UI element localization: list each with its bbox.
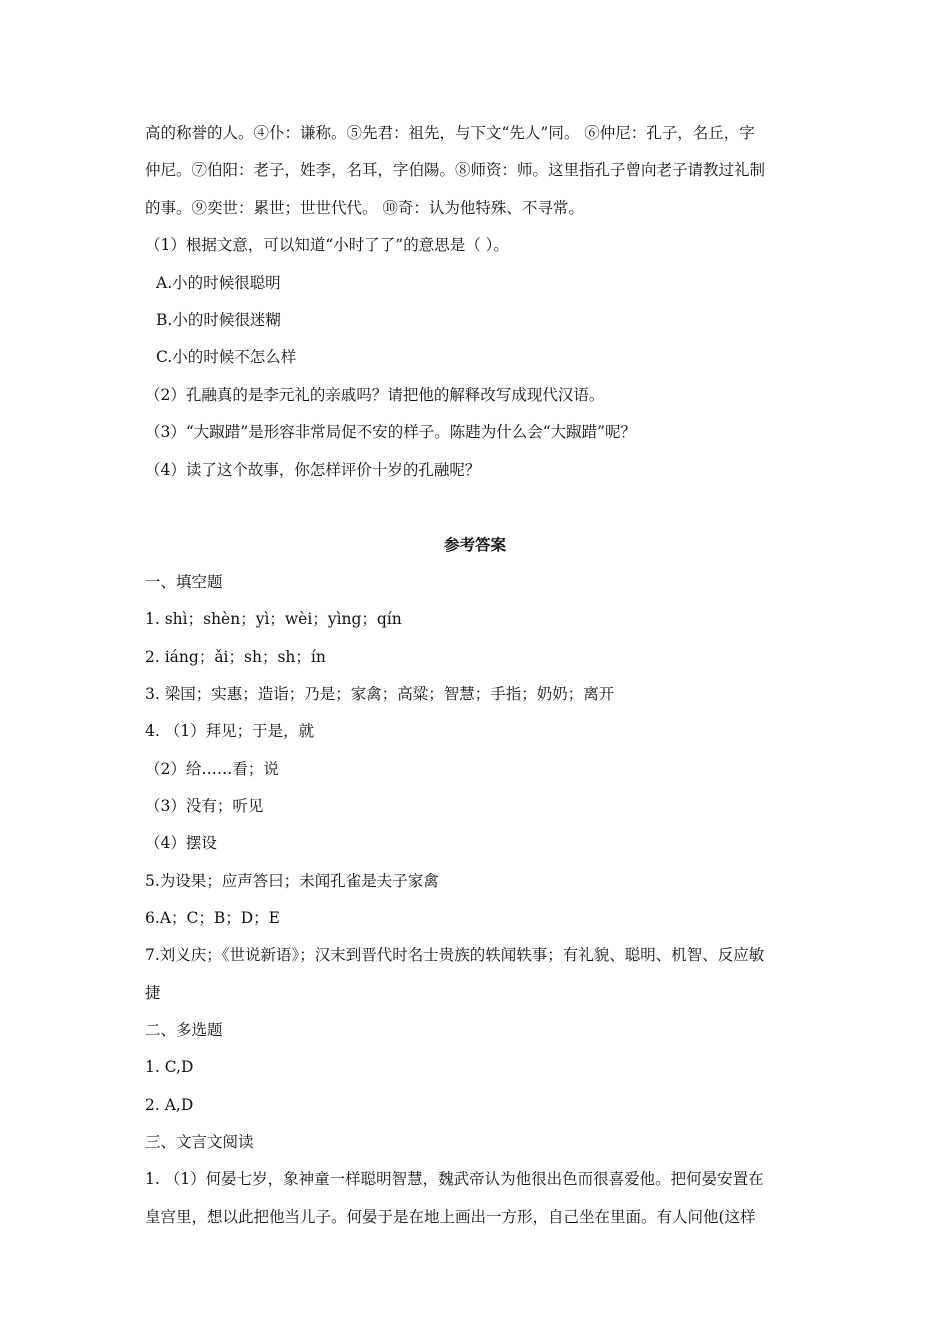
section-multiple-choice: 二、多选题 xyxy=(145,1021,223,1039)
answers-title: 参考答案 xyxy=(443,535,506,554)
question-3: （3）“大踧踖”是形容非常局促不安的样子。陈韪为什么会“大踧踖”呢？ xyxy=(145,423,637,441)
answer-2: 2. iáng；ǎi；sh；sh；ín xyxy=(145,648,326,666)
question-1-option-a: A.小的时候很聪明 xyxy=(156,274,281,292)
answer-7-line-1: 7.刘义庆；《世说新语》；汉末到晋代时名士贵族的轶闻轶事；有礼貌、聪明、机智、反应敏 xyxy=(145,946,765,964)
answer-5: 5.为设果；应声答曰；未闻孔雀是夫子家禽 xyxy=(145,872,439,890)
section-fill-in: 一、填空题 xyxy=(145,573,223,591)
section-classical-reading: 三、文言文阅读 xyxy=(145,1133,254,1151)
answer-1: 1. shì；shèn；yì；wèi；yìng；qín xyxy=(145,610,402,628)
answer-4-2: （2）给……看；说 xyxy=(145,760,279,778)
question-1-option-b: B.小的时候很迷糊 xyxy=(156,311,281,329)
answer-3: 3. 梁国；实惠；造诣；乃是；家禽；高粱；智慧；手指；奶奶；离开 xyxy=(145,685,615,703)
answer-4-3: （3）没有；听见 xyxy=(145,797,264,815)
question-1-option-c: C.小的时候不怎么样 xyxy=(156,348,297,366)
question-4: （4）读了这个故事，你怎样评价十岁的孔融呢？ xyxy=(145,461,481,479)
answer-4-1: 4. （1）拜见；于是，就 xyxy=(145,722,315,740)
reading-answer-line-2: 皇宫里，想以此把他当儿子。何晏于是在地上画出一方形，自己坐在里面。有人问他(这样 xyxy=(145,1208,756,1226)
question-1: （1）根据文意，可以知道“小时了了”的意思是（ ）。 xyxy=(145,236,509,254)
answer-4-4: （4）摆设 xyxy=(145,834,217,852)
note-line-2: 仲尼。⑦伯阳：老子，姓李，名耳，字伯陽。⑧师资：师。这里指孔子曾向老子请教过礼制 xyxy=(145,161,766,179)
question-2: （2）孔融真的是李元礼的亲戚吗？请把他的解释改写成现代汉语。 xyxy=(145,386,605,404)
note-line-1: 高的称誉的人。④仆：谦称。⑤先君：祖先，与下文“先人”同。 ⑥仲尼：孔子，名丘，字 xyxy=(145,124,755,142)
note-line-3: 的事。⑨奕世：累世；世世代代。 ⑩奇：认为他特殊、不寻常。 xyxy=(145,199,584,217)
mc-answer-1: 1. C,D xyxy=(145,1058,194,1076)
answer-7-line-2: 捷 xyxy=(145,984,161,1002)
reading-answer-line-1: 1. （1）何晏七岁，象神童一样聪明智慧，魏武帝认为他很出色而很喜爱他。把何晏安置在 xyxy=(145,1170,764,1188)
mc-answer-2: 2. A,D xyxy=(145,1096,194,1114)
answer-6: 6.A；C；B；D；E xyxy=(145,909,280,927)
